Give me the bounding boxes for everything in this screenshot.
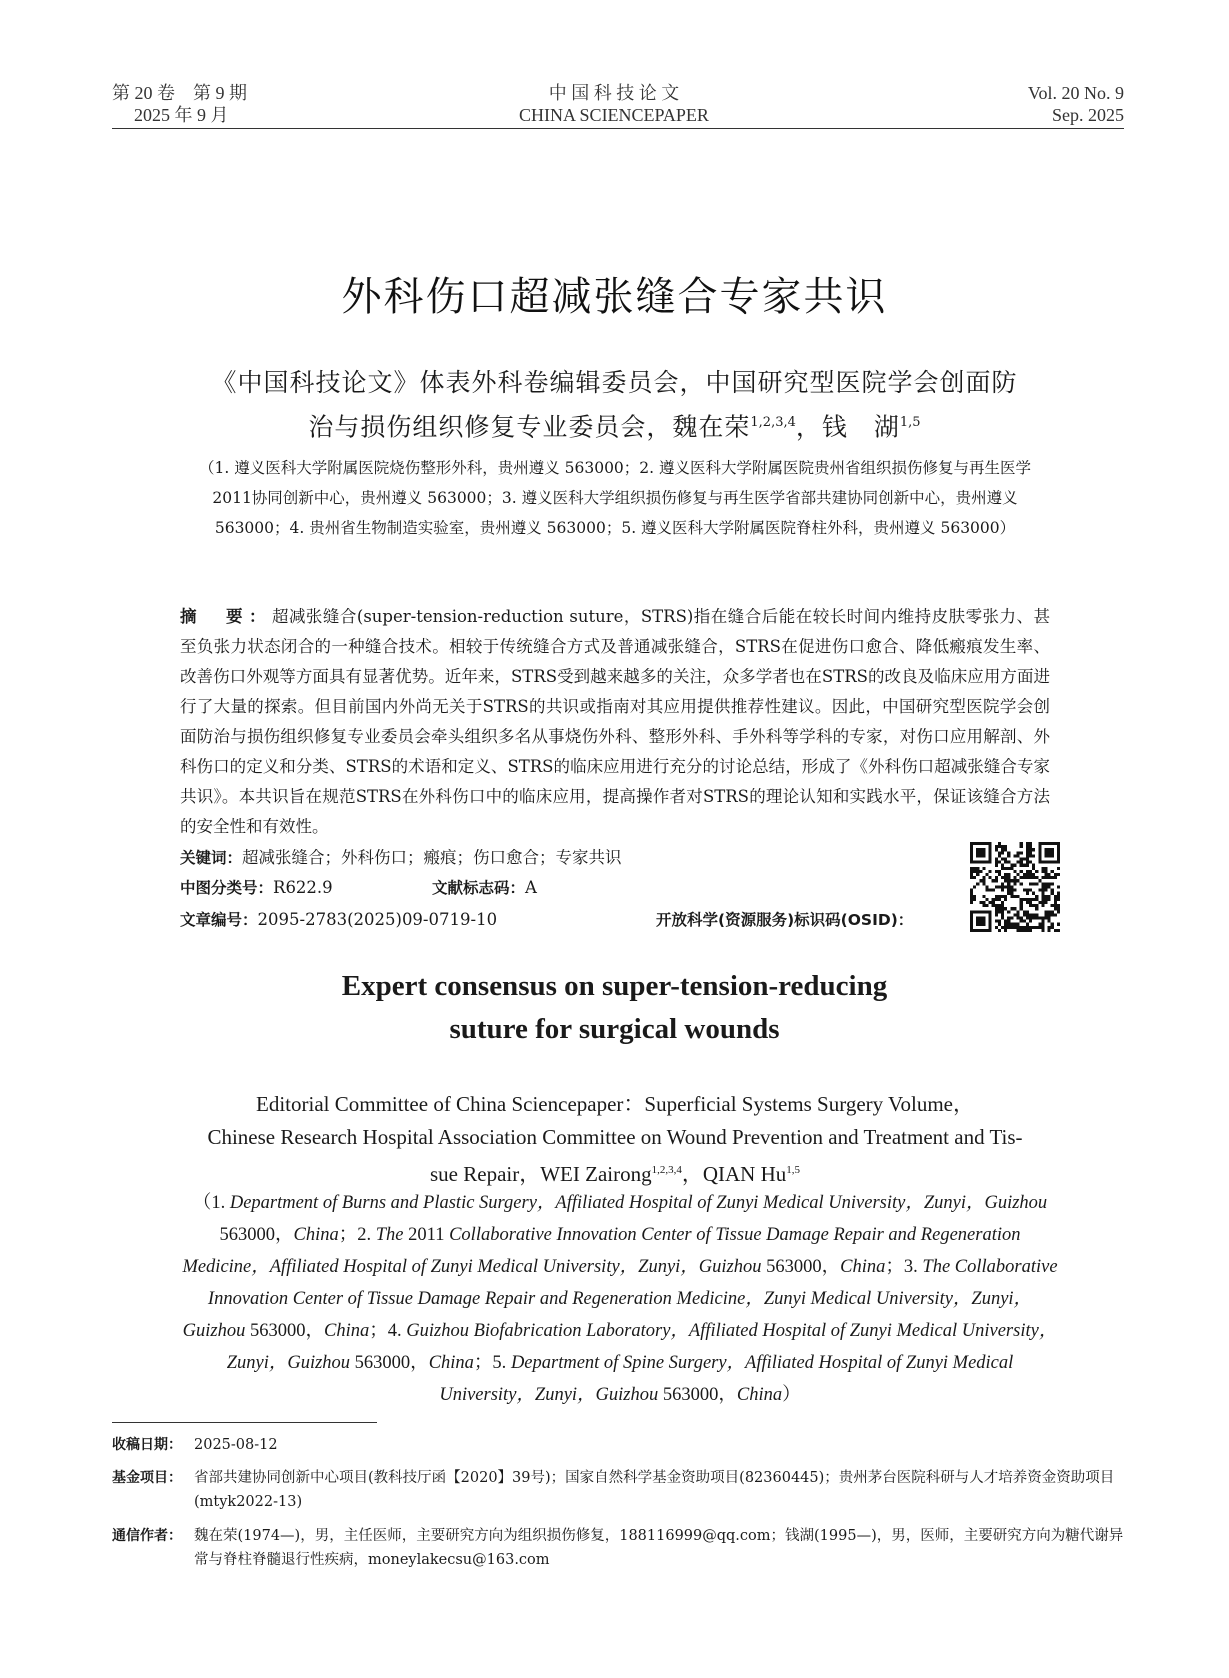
article-number xyxy=(180,906,497,934)
affil-en-segment: Department of Burns and Plastic Surgery，Affiliated Hospital of Zunyi Medical University，Zunyi，Guizhou xyxy=(229,1193,1048,1213)
clc-number xyxy=(180,874,333,902)
qr-code-icon[interactable] xyxy=(970,842,1060,932)
journal-volume-en xyxy=(1028,82,1124,126)
clc-label: 中图分类号： xyxy=(180,879,274,897)
affil-en-segment: 563000， xyxy=(250,1321,325,1341)
footnote-rule xyxy=(112,1422,377,1423)
osid-label: 开放科学(资源服务)标识码(OSID)： xyxy=(656,911,914,929)
abstract-label: 摘 要： xyxy=(180,607,272,626)
affil-en-segment: Department of Spine Surgery，Affiliated Hospital of Zunyi Medical University，Zunyi，Guizhou xyxy=(439,1353,1014,1405)
header-rule xyxy=(112,128,1124,129)
fund-label: 基金项目： xyxy=(112,1470,182,1486)
clc-value: R622.9 xyxy=(273,878,333,897)
title-en-line1: Expert consensus on super-tension-reducing xyxy=(341,970,888,1002)
authors-en-line1: Editorial Committee of China Sciencepaper：Superficial Systems Surgery Volume， xyxy=(256,1092,974,1116)
affil-en-segment: The Collaborative Innovation Center of Tissue Damage Repair and Regeneration Medicine，Zunyi Medical University，Zunyi，Guizhou xyxy=(182,1257,1058,1341)
affil-en-segment: ；2. xyxy=(338,1225,376,1245)
abstract-cn xyxy=(180,602,1050,842)
journal-name-en: CHINA SCIENCEPAPER xyxy=(519,105,709,125)
authors-cn-line1: 《中国科技论文》体表外科卷编辑委员会，中国研究型医院学会创面防 xyxy=(211,368,1018,397)
affil-en-segment: The xyxy=(375,1225,409,1245)
volume-issue-text: 第 20 卷 第 9 期 xyxy=(112,83,247,103)
date-en-text: Sep. 2025 xyxy=(1052,105,1124,125)
doc-code-value: A xyxy=(525,878,537,897)
author-affil-sup: 1,2,3,4 xyxy=(750,415,796,430)
received-label: 收稿日期： xyxy=(112,1437,182,1453)
affil-en-segment: （1. xyxy=(192,1193,230,1213)
osid-label-block xyxy=(656,906,913,934)
journal-name xyxy=(414,82,814,126)
doc-code-label: 文献标志码： xyxy=(432,879,526,897)
affil-en-segment: ；5. xyxy=(473,1353,511,1373)
article-no-value: 2095-2783(2025)09-0719-10 xyxy=(257,910,498,929)
journal-name-cn: 中 国 科 技 论 文 xyxy=(548,83,680,103)
affil-en-segment: 563000， xyxy=(766,1257,841,1277)
footnote-received xyxy=(112,1433,1124,1457)
keywords-text: 超减张缝合；外科伤口；瘢痕；伤口愈合；专家共识 xyxy=(242,848,622,867)
affil-en-segment: ；3. xyxy=(885,1257,923,1277)
abstract-text: 超减张缝合(super-tension-reduction suture，STRS)指在缝合后能在较长时间内维持皮肤零张力、甚至负张力状态闭合的一种缝合技术。相较于传统缝合方式及普通减张缝合，STRS在促进伤口愈合、降低瘢痕发生率、改善伤口外观等方面具有显著优势。近年来，STRS受到越来越多的关注，众多学者也在STRS的改良及临床应用方面进行了大量的探索。但目前国内外尚无关于STRS的共识或指南对其应用提供推荐性建议。因此，中国研究型医院学会创面防治与损伤组织修复专业委员会牵头组织多名从事烧伤外科、整形外科、手外科等学科的专家，对伤口应用解剖、外科伤口的定义和分类、STRS的术语和定义、STRS的临床应用进行充分的讨论总结，形成了《外科伤口超减张缝合专家共识》。本共识旨在规范STRS在外科伤口中的临床应用，提高操作者对STRS的理论认知和实践水平，保证该缝合方法的安全性和有效性。 xyxy=(180,607,1051,836)
affil-en-segment: Collaborative Innovation Center of Tissue Damage Repair and Regeneration Medicine，Affiliated Hospital of Zunyi Medical University，Zunyi，Guizhou xyxy=(182,1225,1021,1277)
author-affil-sup: 1,5 xyxy=(899,415,921,430)
author-affil-sup: 1,5 xyxy=(786,1164,800,1176)
document-code xyxy=(432,874,537,902)
affil-en-segment: 563000， xyxy=(354,1353,429,1373)
affil-en-segment: China xyxy=(324,1321,370,1341)
article-title-en xyxy=(0,965,1229,1051)
affil-en-segment: 563000， xyxy=(219,1225,294,1245)
journal-volume-issue xyxy=(112,82,247,126)
authors-en xyxy=(170,1088,1060,1191)
affil-en-segment: ） xyxy=(782,1385,801,1405)
affil-en-segment: China xyxy=(840,1257,886,1277)
affil-en-segment: China xyxy=(293,1225,339,1245)
received-value: 2025-08-12 xyxy=(194,1437,278,1453)
issue-date-text: 2025 年 9 月 xyxy=(134,105,229,125)
authors-en-line2: Chinese Research Hospital Association Committee on Wound Prevention and Treatment and Tis- xyxy=(207,1125,1023,1149)
fund-value: 省部共建协同创新中心项目(教科技厅函【2020】39号)；国家自然科学基金资助项目(82360445)；贵州茅台医院科研与人才培养资金资助项目(mtyk2022-13) xyxy=(194,1470,1115,1510)
affil-en-segment: Guizhou Biofabrication Laboratory，Affiliated Hospital of Zunyi Medical University，Zunyi，Guizhou xyxy=(226,1321,1058,1373)
affil-en-segment: 563000， xyxy=(662,1385,737,1405)
keywords-cn xyxy=(180,844,622,872)
author-affil-sup: 1,2,3,4 xyxy=(651,1164,682,1176)
footnote-fund xyxy=(112,1466,1124,1514)
authors-cn-line2: 治与损伤组织修复专业委员会，魏在荣$^{1,2,3,4}$，钱 湖$^{1,5}$ xyxy=(308,412,921,442)
affil-en-segment: China xyxy=(428,1353,474,1373)
volume-en-text: Vol. 20 No. 9 xyxy=(1027,83,1124,103)
keywords-label: 关键词： xyxy=(180,849,243,867)
affil-en-segment: China xyxy=(736,1385,783,1405)
affiliations-en xyxy=(180,1187,1060,1411)
authors-cn xyxy=(150,363,1079,447)
corr-value: 魏在荣(1974—)，男，主任医师，主要研究方向为组织损伤修复，188116999@qq.com；钱湖(1995—)，男，医师，主要研究方向为糖代谢异常与脊柱脊髓退行性疾病，moneylakecsu@163.com xyxy=(194,1528,1124,1568)
article-title-cn: 外科伤口超减张缝合专家共识 xyxy=(341,274,888,320)
affil-en-segment: ；4. xyxy=(369,1321,407,1341)
authors-en-line3: sue Repair，WEI Zairong$^{1,2,3,4}$，QIAN Hu$^{1,5}$ xyxy=(430,1162,800,1186)
affiliations-cn: （1. 遵义医科大学附属医院烧伤整形外科，贵州遵义 563000；2. 遵义医科大学附属医院贵州省组织损伤修复与再生医学2011协同创新中心，贵州遵义 563000；3. 遵义医科大学组织损伤修复与再生医学省部共建协同创新中心，贵州遵义 563000；4. 贵州省生物制造实验室，贵州遵义 563000；5. 遵义医科大学附属医院脊柱外科，贵州遵义 563000） xyxy=(198,459,1032,537)
article-no-label: 文章编号： xyxy=(180,911,258,929)
title-en-line2: suture for surgical wounds xyxy=(449,1013,780,1045)
corr-label: 通信作者： xyxy=(112,1528,182,1544)
footnote-corresponding xyxy=(112,1524,1124,1572)
affil-en-segment: 2011 xyxy=(408,1225,450,1245)
